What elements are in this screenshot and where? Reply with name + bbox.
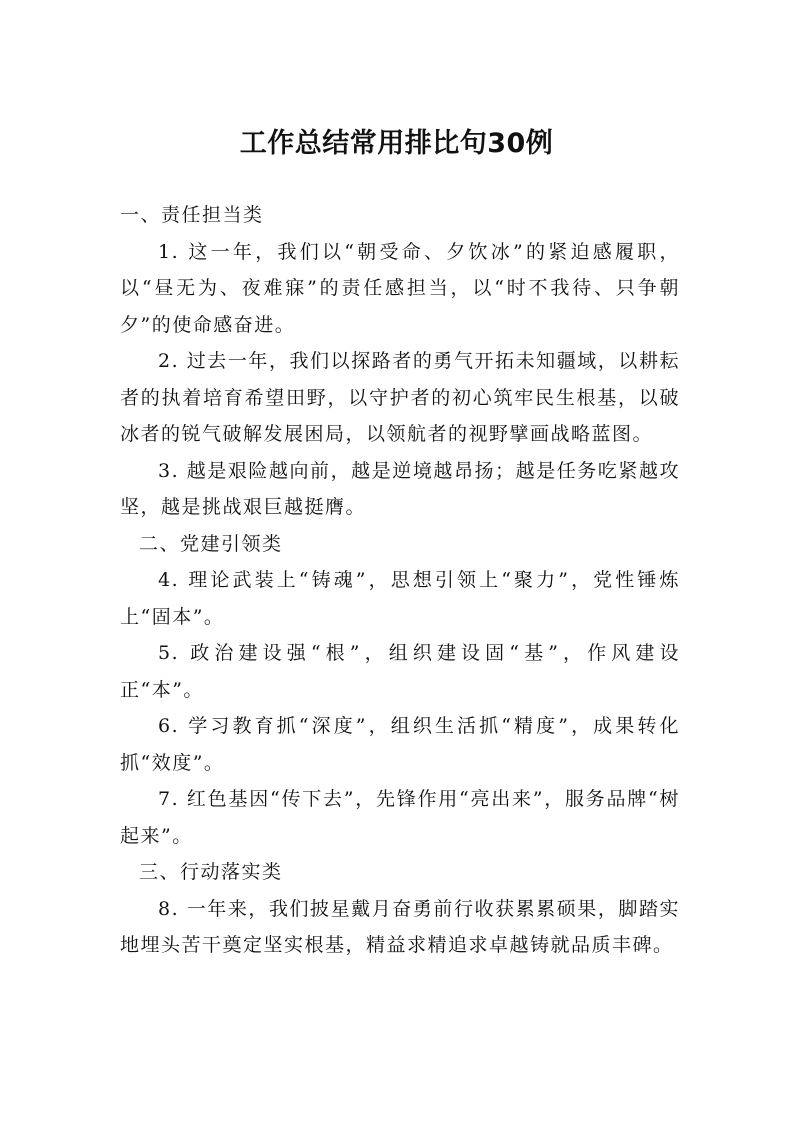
list-item: 6. 学习教育抓“深度”，组织生活抓“精度”，成果转化抓“效度”。 xyxy=(120,715,680,774)
document-title: 工作总结常用排比句30例 xyxy=(239,128,554,159)
list-item: 5. 政治建设强“根”，组织建设固“基”，作风建设正“本”。 xyxy=(120,642,680,701)
section-heading-action: 三、行动落实类 xyxy=(139,861,283,883)
list-item: 4. 理论武装上“铸魂”，思想引领上“聚力”，党性锤炼上“固本”。 xyxy=(120,569,680,628)
list-item: 2. 过去一年，我们以探路者的勇气开拓未知疆域，以耕耘者的执着培育希望田野，以守护者的初心筑牢民生根基，以破冰者的锐气破解发展困局，以领航者的视野擘画战略蓝图。 xyxy=(120,350,680,445)
list-item: 1. 这一年，我们以“朝受命、夕饮冰”的紧迫感履职，以“昼无为、夜难寐”的责任感担当，以“时不我待、只争朝夕”的使命感奋进。 xyxy=(120,240,680,336)
list-item: 8. 一年来，我们披星戴月奋勇前行收获累累硕果，脚踏实地埋头苦干奠定坚实根基，精益求精追求卓越铸就品质丰碑。 xyxy=(120,897,680,956)
section-heading-party-building: 二、党建引领类 xyxy=(139,532,283,555)
section-heading-responsibility: 一、责任担当类 xyxy=(120,204,264,226)
document-body xyxy=(120,197,680,964)
list-item: 7. 红色基因“传下去”，先锋作用“亮出来”，服务品牌“树起来”。 xyxy=(120,788,680,847)
list-item: 3. 越是艰险越向前，越是逆境越昂扬；越是任务吃紧越攻坚，越是挑战艰巨越挺膺。 xyxy=(120,459,680,518)
